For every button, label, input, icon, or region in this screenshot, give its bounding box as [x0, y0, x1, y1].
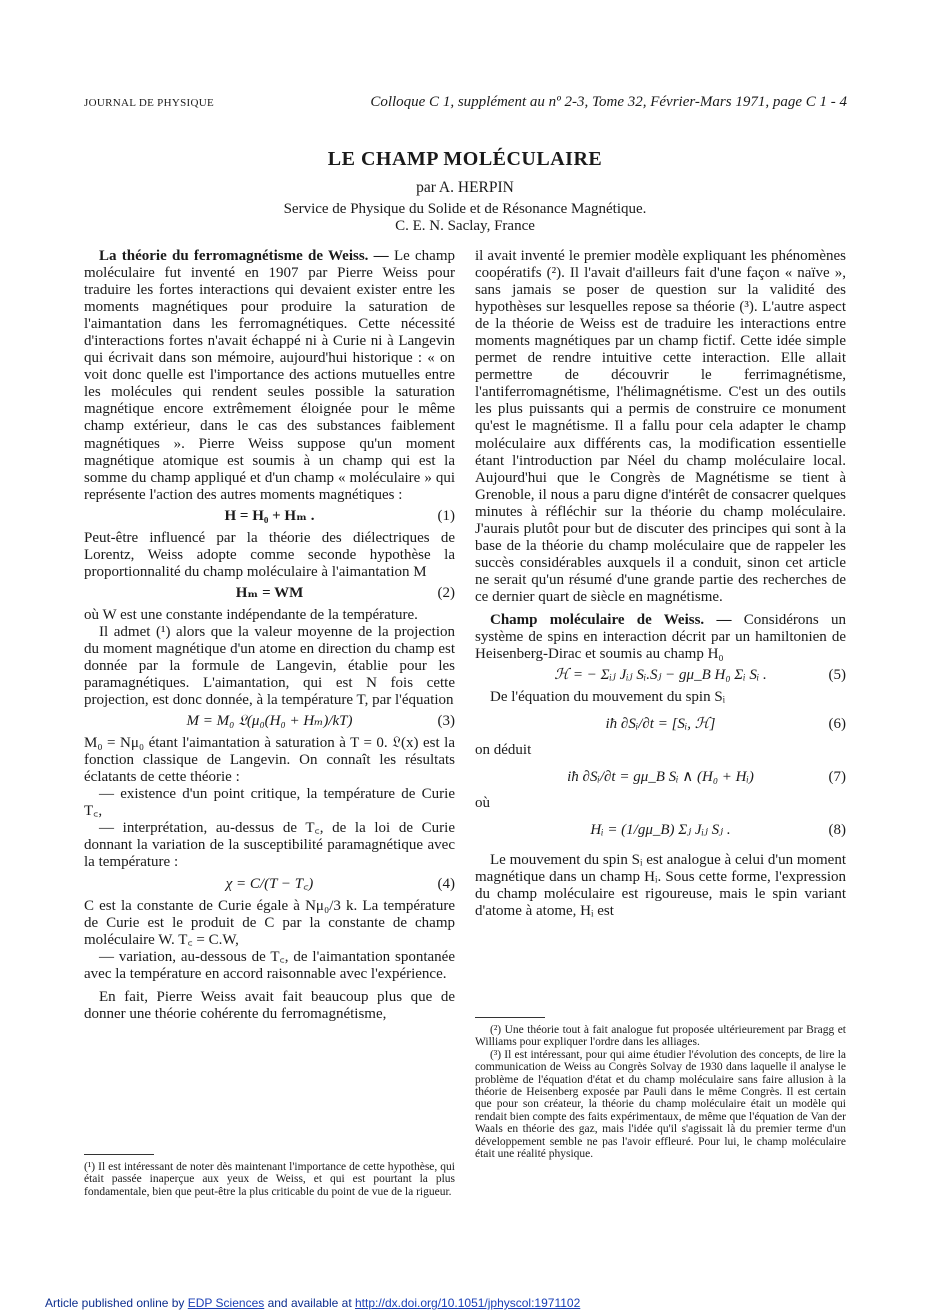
equation-number: (6): [828, 716, 846, 733]
paragraph: — interprétation, au-dessus de T꜀, de la loi de Curie donnant la variation de la susceptibilité paramagnétique avec la température :: [84, 820, 455, 871]
equation-number: (2): [437, 584, 455, 601]
equation-number: (1): [437, 507, 455, 524]
paragraph: où W est une constante indépendante de la température.: [84, 606, 418, 623]
author-line: par A. HERPIN: [416, 179, 514, 196]
equation-2: [84, 581, 455, 607]
notice-middle: and available at: [264, 1296, 355, 1310]
equation-6: [475, 706, 846, 742]
section-heading: Champ moléculaire de Weiss. —: [490, 611, 732, 628]
equation-body: M = M₀ 𝔏(μ₀(H₀ + Hₘ)/kT): [186, 713, 353, 730]
equation-number: (7): [828, 769, 846, 786]
paragraph: En fait, Pierre Weiss avait fait beaucoup plus que de donner une théorie cohérente du ferromagnétisme,: [84, 988, 455, 1022]
paragraph: on déduit: [475, 742, 532, 759]
affiliation-line-1: Service de Physique du Solide et de Résonance Magnétique.: [283, 201, 647, 217]
paragraph: M₀ = Nμ₀ étant l'aimantation à saturation à T = 0. 𝔏(x) est la fonction classique de Langevin. On connaît les résultats éclatants de cette théorie :: [84, 735, 455, 786]
equation-7: [475, 759, 846, 795]
section-heading: La théorie du ferromagnétisme de Weiss. —: [99, 248, 389, 264]
equation-body: Hₘ = WM: [235, 584, 304, 601]
footnotes-right: [475, 1024, 846, 1160]
footnote-3: (³) Il est intéressant, pour qui aime étudier l'évolution des concepts, de lire la communication de Weiss au Congrès Solvay de 1930 dans laquelle il analyse le problème de l'équation d'état et du champ moléculaire sans faire allusion à la théorie de Heisenberg exposée par Pauli dans le même Congrès. Il est certain que pour son créateur, la théorie du champ moléculaire était un modèle qui rendait bien compte des faits expérimentaux, de même que l'équation de Van der Waals en théorie des gaz, mais l'idée qu'il s'agissait là du premier terme d'un développement semble ne pas l'avoir effleuré. Pour lui, le champ moléculaire était une réalité physique.: [475, 1048, 846, 1161]
equation-number: (8): [828, 822, 846, 839]
equation-body: iħ ∂Sᵢ/∂t = [Sᵢ, ℋ]: [605, 716, 716, 733]
equation-number: (5): [828, 667, 846, 684]
equation-number: (3): [437, 713, 455, 730]
paragraph: Peut-être influencé par la théorie des diélectriques de Lorentz, Weiss adopte comme seconde hypothèse la proportionnalité du champ moléculaire à l'aimantation M: [84, 529, 455, 580]
publisher-link[interactable]: EDP Sciences: [187, 1296, 265, 1310]
affiliation-line-2: C. E. N. Saclay, France: [395, 218, 535, 234]
paragraph: [84, 248, 455, 504]
footnote-divider: [475, 1017, 545, 1018]
equation-body: χ = C/(T − T꜀): [225, 875, 314, 892]
paragraph: il avait inventé le premier modèle expliquant les phénomènes coopératifs (²). Il l'avait d'ailleurs fait d'une façon « naïve », sans jamais se poser de question sur la validité des hypothèses sur lesquelles repose sa théorie (³). L'autre aspect de la théorie de Weiss est de traduire les interactions entre moments magnétiques par un champ fictif. Cette idée simple permet de rendre intuitive cette interaction. Elle allait permettre de découvrir le ferrimagnétisme, l'antiferromagnétisme, l'hélimagnétisme. C'est un des outils les plus puissants qui a permis de construire ce monument qu'est le magnétisme. Il a fallu pour cela adapter le champ moléculaire aux différents cas, la modification essentielle étant l'introduction par Néel du champ moléculaire local. Aujourd'hui que le Congrès de Magnétisme se tient à Grenoble, il nous a paru digne d'intérêt de consacrer quelques minutes à réfléchir sur la théorie du champ moléculaire. J'aurais plutôt pour but de discuter des principes qui sont à la base de la théorie du champ moléculaire que de rappeler les succès considérables auxquels il a conduit, sinon cet article ne serait qu'un résumé d'une grande partie des recherches de ce dernier quart de siècle en magnétisme.: [475, 248, 846, 605]
paragraph: où: [475, 795, 490, 812]
paragraph: Le mouvement du spin Sᵢ est analogue à celui d'un moment magnétique dans un champ Hᵢ. Sous cette forme, l'expression du champ moléculaire est rigoureuse, mais le spin variant d'atome à atome, Hᵢ est: [475, 852, 846, 920]
paragraph-text: Le champ moléculaire fut inventé en 1907 par Pierre Weiss pour traduire les fortes interactions qui devaient exister entre les moments magnétiques pour produire la saturation de l'aimantation dans les ferromagnétiques. Cette nécessité d'interactions fortes n'avait échappé ni à Curie ni à Langevin qui écrivait dans son mémoire, aujourd'hui historique : « on voit donc quelle est l'importance des actions mutuelles entre les molécules qui rendent seules possible la saturation magnétique encore extrêmement éloignée pour le même champ extérieur, dans le cas des substances faiblement magnétiques ». Pierre Weiss suppose qu'un moment magnétique atomique est soumis à un champ qui est la somme du champ appliqué et d'un champ « moléculaire » qui représente l'action des autres moments magnétiques :: [84, 248, 455, 503]
citation-header: Colloque C 1, supplément au nº 2-3, Tome 32, Février-Mars 1971, page C 1 - 4: [370, 94, 847, 110]
paragraph: C est la constante de Curie égale à Nμ₀/3 k. La température de Curie est le produit de C par la constante de champ moléculaire W. T꜀ = C.W,: [84, 897, 455, 948]
equation-5: [475, 663, 846, 689]
paragraph: — existence d'un point critique, la température de Curie T꜀,: [84, 786, 455, 820]
article-title: LE CHAMP MOLÉCULAIRE: [327, 148, 603, 170]
equation-body: H = H₀ + Hₘ .: [224, 507, 315, 524]
right-column: [475, 248, 846, 920]
equation-number: (4): [437, 875, 455, 892]
footnote-2: (²) Une théorie tout à fait analogue fut proposée ultérieurement par Bragg et Williams pour expliquer l'ordre dans les alliages.: [475, 1024, 846, 1049]
footnote-1: (¹) Il est intéressant de noter dès maintenant l'importance de cette hypothèse, qui était passée inaperçue aux yeux de Weiss, et qui est pourtant la plus fondamentale, bien que peut-être la plus criticable du point de vue de la rigueur.: [84, 1161, 455, 1198]
paragraph: — variation, au-dessous de T꜀, de l'aimantation spontanée avec la température en accord raisonnable avec l'expérience.: [84, 948, 455, 982]
paragraph: De l'équation du mouvement du spin Sᵢ: [490, 689, 726, 706]
equation-8: [475, 812, 846, 852]
notice-prefix: Article published online by: [45, 1296, 188, 1310]
equation-1: [84, 504, 455, 530]
left-column: [84, 248, 455, 1023]
equation-body: ℋ = − Σᵢⱼ Jᵢⱼ Sᵢ.Sⱼ − gμ_B H₀ Σᵢ Sᵢ .: [554, 667, 767, 684]
publication-notice: [45, 1296, 580, 1310]
paragraph: Il admet (¹) alors que la valeur moyenne de la projection du moment magnétique d'un atome en direction du champ est donnée par la formule de Langevin, établie pour les paramagnétiques. L'aimantation, qui est N fois cette projection, est donc donnée, à la température T, par l'équation: [84, 623, 455, 709]
paragraph: [475, 612, 846, 663]
equation-3: [84, 709, 455, 735]
equation-body: iħ ∂Sᵢ/∂t = gμ_B Sᵢ ∧ (H₀ + Hᵢ): [567, 769, 754, 786]
equation-body: Hᵢ = (1/gμ_B) Σⱼ Jᵢⱼ Sⱼ .: [590, 822, 731, 839]
doi-link[interactable]: http://dx.doi.org/10.1051/jphyscol:1971102: [354, 1296, 581, 1310]
journal-name: JOURNAL DE PHYSIQUE: [84, 97, 214, 109]
paragraph-text: Considérons un système de spins en interaction décrit par un hamiltonien de Heisenberg-Dirac et soumis au champ H₀: [475, 611, 846, 663]
footnote-divider: [84, 1154, 154, 1155]
equation-4: [84, 872, 455, 898]
